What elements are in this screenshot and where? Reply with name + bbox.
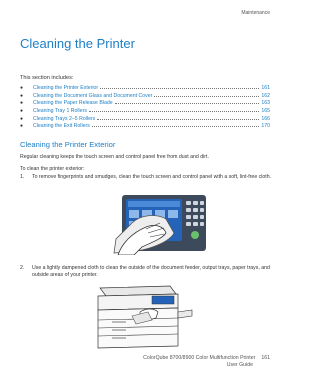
toc-entry-page[interactable]: 162 xyxy=(261,92,270,99)
bullet-icon: ● xyxy=(20,85,24,91)
toc-entry[interactable] xyxy=(20,93,270,101)
toc-entry[interactable] xyxy=(20,108,270,116)
toc-entry-label[interactable]: Cleaning the Printer Exterior xyxy=(33,85,99,91)
toc-entry[interactable] xyxy=(20,123,270,131)
bullet-icon: ● xyxy=(20,115,24,122)
procedure-lead: To clean the printer exterior: xyxy=(20,166,85,172)
step-number: 2. xyxy=(20,265,25,271)
toc-entry-label[interactable]: Cleaning Trays 2–5 Rollers xyxy=(33,115,96,122)
leader-dots xyxy=(89,111,259,112)
toc-entry-label[interactable]: Cleaning the Exit Rollers xyxy=(33,123,90,130)
procedure-step xyxy=(20,265,282,279)
leader-dots xyxy=(115,103,260,104)
toc-entry-page[interactable]: 170 xyxy=(261,123,270,130)
leader-dots xyxy=(154,96,259,97)
toc-entry-page[interactable]: 161 xyxy=(261,85,270,91)
page-title: Cleaning the Printer xyxy=(20,36,135,51)
intro-text: This section includes: xyxy=(20,75,74,81)
section-contents-list xyxy=(20,85,270,131)
toc-entry[interactable] xyxy=(20,85,270,93)
leader-dots xyxy=(92,126,260,127)
leader-dots xyxy=(97,119,259,120)
toc-entry[interactable] xyxy=(20,100,270,108)
page-number: 161 xyxy=(261,355,270,361)
toc-entry-page[interactable]: 165 xyxy=(261,108,270,115)
toc-entry-page[interactable]: 166 xyxy=(261,115,270,122)
procedure-step xyxy=(20,174,282,181)
start-button-icon xyxy=(191,231,199,239)
bullet-icon: ● xyxy=(20,123,24,130)
control-panel-cleaning-illustration xyxy=(112,193,208,255)
control-panel xyxy=(152,296,174,304)
toc-entry[interactable] xyxy=(20,116,270,124)
section-heading: Cleaning the Printer Exterior xyxy=(20,140,116,149)
step-number: 1. xyxy=(20,174,25,180)
output-tray xyxy=(178,310,192,318)
section-paragraph: Regular cleaning keeps the touch screen and control panel free from dust and dirt. xyxy=(20,154,209,160)
footer-guide: User Guide xyxy=(226,362,253,368)
running-header: Maintenance xyxy=(241,10,270,16)
printer-exterior-cleaning-illustration xyxy=(92,282,198,350)
tray-handle xyxy=(112,329,126,331)
tray-handle xyxy=(112,321,126,323)
step-text: To remove fingerprints and smudges, clean the touch screen and control panel with a soft, lint-free cloth. xyxy=(32,174,272,180)
toc-entry-label[interactable]: Cleaning the Document Glass and Document Cover xyxy=(33,92,153,99)
bullet-icon: ● xyxy=(20,100,24,107)
toc-entry-label[interactable]: Cleaning Tray 1 Rollers xyxy=(33,108,87,115)
bullet-icon: ● xyxy=(20,92,24,99)
footer-product: ColorQube 8700/8900 Color Multifunction Printer xyxy=(143,355,256,361)
step-text: Use a lightly dampened cloth to clean the outside of the document feeder, output trays, paper trays, and outside areas of your printer. xyxy=(32,265,270,278)
tray-handle xyxy=(112,337,126,339)
toc-entry-label[interactable]: Cleaning the Paper Release Blade xyxy=(33,100,113,107)
bullet-icon: ● xyxy=(20,108,24,115)
toc-entry-page[interactable]: 163 xyxy=(261,100,270,107)
leader-dots xyxy=(100,88,259,89)
page-footer xyxy=(143,355,270,369)
